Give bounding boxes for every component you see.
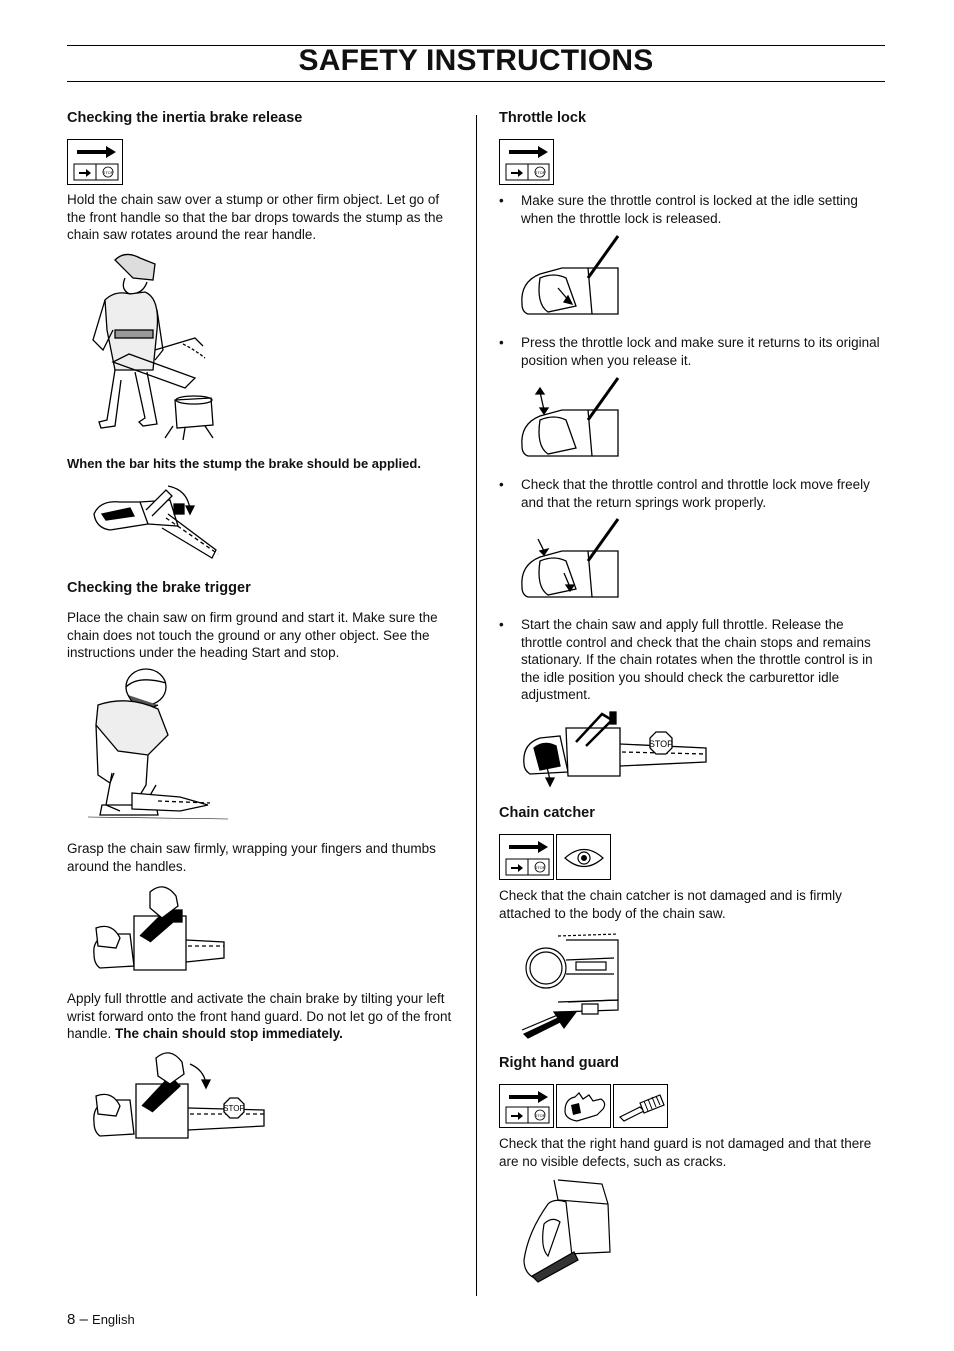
svg-text:STOP: STOP — [534, 170, 546, 175]
chain-should-stop-text: The chain should stop immediately. — [115, 1026, 343, 1041]
grasp-saw-text: Grasp the chain saw firmly, wrapping your fingers and thumbs around the handles. — [67, 841, 436, 874]
stop-sign-label: STOP — [223, 1104, 245, 1113]
brake-trigger-text: Place the chain saw on firm ground and start it. Make sure the chain does not touch the ground or any other object. See the instructions under the heading Start and stop. — [67, 610, 438, 660]
right-hand-guard-illustration — [518, 1176, 618, 1286]
throttle-bullet-3-text: Check that the throttle control and throttle lock move freely and that the return springs work properly. — [521, 477, 870, 510]
throttle-bullet-4-text: Start the chain saw and apply full throttle. Release the throttle control and check that the chain stops and remains stationary. If the chain rotates when the throttle control is in the idle position you should check the carburettor idle adjustment. — [521, 617, 873, 702]
throttle-bullet-4 — [499, 616, 887, 706]
page-number: 8 – — [67, 1311, 93, 1328]
full-throttle-text — [67, 990, 459, 1043]
bullet-dot: • — [499, 477, 504, 492]
hands-grasping-saw-illustration — [90, 882, 230, 974]
throttle-springs-illustration — [518, 515, 628, 599]
chain-catcher-text: Check that the chain catcher is not damaged and is firmly attached to the body of the chain saw. — [499, 888, 842, 921]
engine-start-icon-throttle — [499, 139, 554, 185]
heading-inertia-brake: Checking the inertia brake release — [67, 110, 303, 126]
throttle-idle-illustration — [518, 232, 628, 316]
throttle-bullet-2 — [499, 334, 887, 370]
engine-start-icon-guard — [499, 1084, 554, 1128]
engine-start-icon-catcher — [499, 834, 554, 880]
throttle-bullet-1 — [499, 192, 887, 228]
throttle-bullet-1-text: Make sure the throttle control is locked at the idle setting when the throttle lock is released. — [521, 193, 858, 226]
brush-icon — [613, 1084, 668, 1128]
brake-activation-stop-illustration — [90, 1048, 274, 1140]
stump-note: When the bar hits the stump the brake should be applied. — [67, 456, 421, 471]
svg-text:STOP: STOP — [102, 170, 114, 175]
person-starting-saw-illustration — [88, 665, 248, 825]
heading-chain-catcher: Chain catcher — [499, 805, 595, 821]
throttle-bullet-2-text: Press the throttle lock and make sure it returns to its original position when you release it. — [521, 335, 880, 368]
svg-text:STOP: STOP — [534, 865, 546, 870]
page-footer — [67, 1311, 135, 1328]
page-title: SAFETY INSTRUCTIONS — [298, 44, 654, 77]
throttle-lock-press-illustration — [518, 374, 628, 458]
heading-brake-trigger: Checking the brake trigger — [67, 580, 251, 596]
inertia-brake-text: Hold the chain saw over a stump or other firm object. Let go of the front handle so that the bar drops towards the stump as the chain saw rotates around the rear handle. — [67, 192, 443, 242]
stop-sign-label-2: STOP — [648, 739, 674, 749]
heading-throttle-lock: Throttle lock — [499, 110, 587, 126]
bullet-dot: • — [499, 617, 504, 632]
man-over-stump-illustration — [85, 250, 255, 440]
right-hand-guard-text: Check that the right hand guard is not damaged and that there are no visible defects, such as cracks. — [499, 1136, 872, 1169]
full-throttle-text-part1: Apply full throttle and activate the chain brake by tilting your left wrist forward onto the front hand guard. Do not let go of the front handle. — [67, 991, 452, 1041]
footer-language: English — [92, 1312, 135, 1327]
saw-full-throttle-stop-illustration — [520, 708, 710, 788]
heading-right-hand-guard: Right hand guard — [499, 1055, 620, 1071]
saw-brake-engaged-illustration — [90, 478, 230, 564]
svg-text:STOP: STOP — [534, 1113, 546, 1118]
bullet-dot: • — [499, 335, 504, 350]
throttle-bullet-3 — [499, 476, 887, 512]
header-rule-bottom — [67, 81, 885, 82]
engine-start-icon — [67, 139, 123, 185]
column-divider — [476, 115, 477, 1296]
chain-catcher-illustration — [518, 930, 628, 1040]
eye-icon — [556, 834, 611, 880]
glove-icon — [556, 1084, 611, 1128]
bullet-dot: • — [499, 193, 504, 208]
